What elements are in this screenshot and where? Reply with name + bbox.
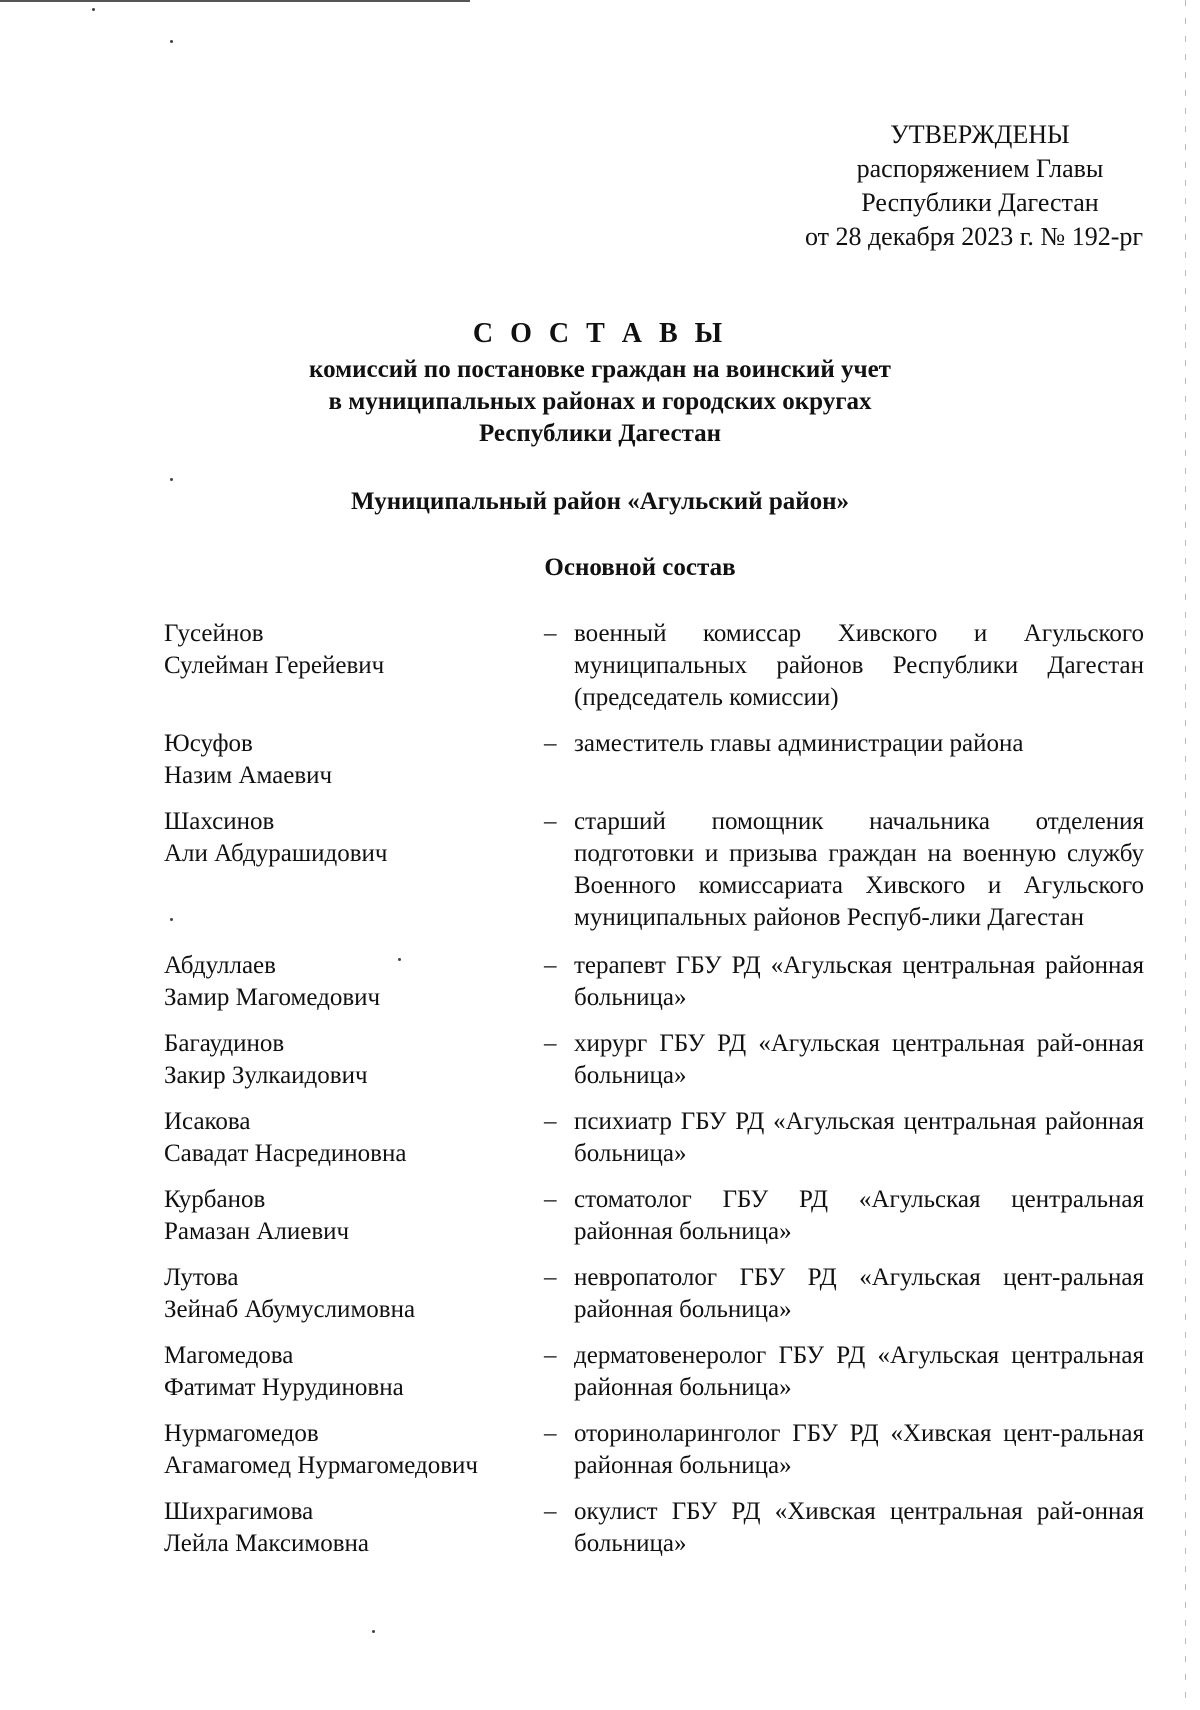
member-role: дерматовенеролог ГБУ РД «Агульская центральная районная больница» bbox=[574, 1342, 1144, 1401]
member-name bbox=[164, 1340, 544, 1404]
member-role: заместитель главы администрации района bbox=[574, 730, 1024, 757]
approval-title: УТВЕРЖДЕНЫ bbox=[890, 120, 1070, 149]
member-given-names: Агамагомед Нурмагомедович bbox=[164, 1452, 479, 1479]
member-name bbox=[164, 806, 544, 870]
member-row bbox=[164, 1184, 1144, 1248]
scan-speck bbox=[170, 478, 173, 481]
member-given-names: Закир Зулкаидович bbox=[164, 1062, 368, 1089]
member-row bbox=[164, 806, 1144, 934]
member-row bbox=[164, 950, 1144, 1014]
member-role: окулист ГБУ РД «Хивская центральная рай-онная больница» bbox=[574, 1498, 1144, 1557]
member-name bbox=[164, 1418, 544, 1482]
member-name bbox=[164, 618, 544, 682]
subtitle-line: комиссий по постановке граждан на воинский учет bbox=[309, 356, 891, 383]
member-row bbox=[164, 1418, 1144, 1482]
scan-artifact-top-line bbox=[0, 0, 470, 2]
member-name bbox=[164, 1184, 544, 1248]
scan-speck bbox=[170, 40, 173, 43]
member-dash: – bbox=[544, 620, 557, 647]
member-name bbox=[164, 1106, 544, 1170]
member-dash: – bbox=[544, 1498, 557, 1525]
member-row bbox=[164, 618, 1144, 714]
member-given-names: Зейнаб Абумуслимовна bbox=[164, 1296, 416, 1323]
approval-line-2: Республики Дагестан bbox=[861, 188, 1099, 217]
approval-line-1: распоряжением Главы bbox=[856, 154, 1104, 183]
member-name bbox=[164, 1028, 544, 1092]
member-row bbox=[164, 728, 1144, 792]
member-dash: – bbox=[544, 1342, 557, 1369]
member-surname: Абдуллаев bbox=[164, 952, 276, 979]
member-dash: – bbox=[544, 1030, 557, 1057]
member-given-names: Али Абдурашидович bbox=[164, 840, 388, 867]
approval-stamp-block bbox=[780, 118, 1180, 254]
member-surname: Юсуфов bbox=[164, 730, 253, 757]
section-heading: Основной состав bbox=[544, 554, 736, 581]
member-role: оториноларинголог ГБУ РД «Хивская цент-ральная районная больница» bbox=[574, 1420, 1144, 1479]
member-dash: – bbox=[544, 1108, 557, 1135]
document-title: С О С Т А В Ы bbox=[472, 318, 728, 349]
member-dash: – bbox=[544, 1420, 557, 1447]
member-name bbox=[164, 1496, 544, 1560]
member-dash: – bbox=[544, 730, 557, 757]
member-row bbox=[164, 1340, 1144, 1404]
member-given-names: Фатимат Нурудиновна bbox=[164, 1374, 404, 1401]
district-heading: Муниципальный район «Агульский район» bbox=[350, 488, 850, 515]
member-row bbox=[164, 1262, 1144, 1326]
member-name bbox=[164, 950, 544, 1014]
member-dash: – bbox=[544, 808, 557, 835]
member-surname: Багаудинов bbox=[164, 1030, 285, 1057]
member-surname: Исакова bbox=[164, 1108, 251, 1135]
document-subtitle bbox=[150, 354, 1050, 450]
member-given-names: Савадат Насрединовна bbox=[164, 1140, 407, 1167]
subtitle-line: Республики Дагестан bbox=[478, 420, 722, 447]
member-row bbox=[164, 1496, 1144, 1560]
member-dash: – bbox=[544, 952, 557, 979]
member-given-names: Рамазан Алиевич bbox=[164, 1218, 350, 1245]
member-dash: – bbox=[544, 1186, 557, 1213]
member-given-names: Лейла Максимовна bbox=[164, 1530, 370, 1557]
member-role: старший помощник начальника отделения подготовки и призыва граждан на военную службу Военного комиссариата Хивского и Агульского муниципальных районов Респуб-лики Дагестан bbox=[574, 808, 1144, 931]
member-role: военный комиссар Хивского и Агульского муниципальных районов Республики Дагестан (председатель комиссии) bbox=[574, 620, 1144, 711]
member-role: терапевт ГБУ РД «Агульская центральная районная больница» bbox=[574, 952, 1144, 1011]
member-surname: Курбанов bbox=[164, 1186, 266, 1213]
members-list bbox=[164, 618, 1144, 1560]
member-row bbox=[164, 1028, 1144, 1092]
member-role: стоматолог ГБУ РД «Агульская центральная районная больница» bbox=[574, 1186, 1144, 1245]
member-given-names: Замир Магомедович bbox=[164, 984, 381, 1011]
member-surname: Нурмагомедов bbox=[164, 1420, 319, 1447]
approval-date-line: от 28 декабря 2023 г. № 192-рг bbox=[804, 222, 1144, 251]
subtitle-line: в муниципальных районах и городских округах bbox=[328, 388, 872, 415]
scan-artifact-right-edge bbox=[1185, 0, 1186, 1710]
member-surname: Шихрагимова bbox=[164, 1498, 314, 1525]
member-surname: Магомедова bbox=[164, 1342, 294, 1369]
member-surname: Гусейнов bbox=[164, 620, 264, 647]
member-name bbox=[164, 728, 544, 792]
member-surname: Лутова bbox=[164, 1264, 239, 1291]
member-role: психиатр ГБУ РД «Агульская центральная районная больница» bbox=[574, 1108, 1144, 1167]
member-dash: – bbox=[544, 1264, 557, 1291]
scan-speck bbox=[372, 1630, 375, 1633]
member-role: хирург ГБУ РД «Агульская центральная рай-онная больница» bbox=[574, 1030, 1144, 1089]
member-given-names: Назим Амаевич bbox=[164, 762, 333, 789]
member-row bbox=[164, 1106, 1144, 1170]
member-surname: Шахсинов bbox=[164, 808, 275, 835]
member-given-names: Сулейман Герейевич bbox=[164, 652, 385, 679]
scan-speck bbox=[92, 8, 95, 11]
member-name bbox=[164, 1262, 544, 1326]
member-role: невропатолог ГБУ РД «Агульская цент-ральная районная больница» bbox=[574, 1264, 1144, 1323]
